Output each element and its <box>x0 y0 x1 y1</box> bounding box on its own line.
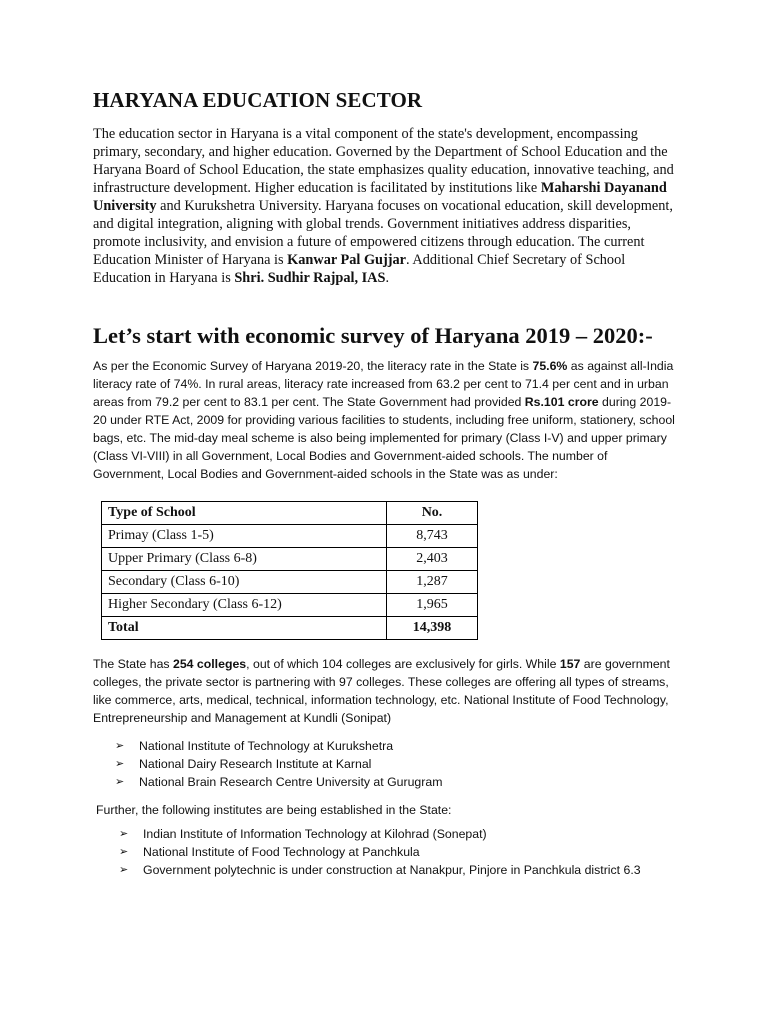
table-header-type: Type of School <box>102 502 387 525</box>
intro-text: and Kurukshetra University. Haryana focuses on vocational education, skill development, and digital integration, aligning with global trends. Government initiatives address disparities, promote inclusivity, and envision a future of empowered citizens through education. The current Education Minister of Haryana is <box>93 198 673 268</box>
list-item <box>115 737 678 755</box>
list-item-text: National Institute of Food Technology at Panchkula <box>143 845 420 859</box>
list-item-text: Indian Institute of Information Technology at Kilohrad (Sonepat) <box>143 827 487 841</box>
table-cell-count: 1,965 <box>387 594 478 617</box>
list-item-text: National Brain Research Centre University at Gurugram <box>139 775 443 789</box>
intro-text: . Additional Chief Secretary of School Education in Haryana is <box>93 252 626 286</box>
arrow-bullet-icon: ➢ <box>119 846 129 858</box>
survey-text: As per the Economic Survey of Haryana 2019-20, the literacy rate in the State is <box>93 359 533 373</box>
table-total-row <box>102 617 478 640</box>
page-title: HARYANA EDUCATION SECTOR <box>93 88 423 112</box>
list-item-text: Government polytechnic is under construction at Nanakpur, Pinjore in Panchkula district 6.3 <box>143 863 641 877</box>
table-header-row <box>102 502 478 525</box>
table-total-count: 14,398 <box>387 617 478 640</box>
table-cell-count: 8,743 <box>387 525 478 548</box>
list-item <box>119 861 678 879</box>
survey-text: as against all-India literacy rate of 74%. In rural areas, literacy rate increased from 63.2 per cent to 71.4 per cent and in urban areas from 79.2 per cent to 83.1 per cent. The State Government had provided <box>93 359 674 409</box>
colleges-text: are government colleges, the private sector is partnering with 97 colleges. These colleges are offering all types of streams, like commerce, arts, medical, technical, information technology, etc. National Institute of Food Technology, Entrepreneurship and Management at Kundli (Sonipat) <box>93 657 670 725</box>
colleges-bold-count: 254 colleges <box>172 657 247 671</box>
list-item <box>115 755 678 773</box>
table-row <box>102 525 478 548</box>
arrow-bullet-icon: ➢ <box>115 776 125 788</box>
intro-text: The education sector in Haryana is a vital component of the state's development, encompassing primary, secondary, and higher education. Governed by the Department of School Education and the Haryana Board of School Education, the state emphasizes quality education, innovative teaching, and infrastructure development. Higher education is facilitated by institutions like <box>93 126 674 196</box>
colleges-paragraph <box>93 655 678 727</box>
intro-bold-secretary: Shri. Sudhir Rajpal, IAS <box>234 270 386 286</box>
survey-text: during 2019-20 under RTE Act, 2009 for providing various facilities to students, including free uniform, stationery, school bags, etc. The mid-day meal scheme is also being implemented for primary (Class I-V) and upper primary (Class VI-VIII) in all Government, Local Bodies and Government-aided schools. The number of Government, Local Bodies and Government-aided schools in the State was as under: <box>93 395 675 481</box>
table-row <box>102 548 478 571</box>
document-page <box>93 88 678 879</box>
colleges-text: The State has <box>93 657 173 671</box>
table-cell-type: Higher Secondary (Class 6-12) <box>102 594 387 617</box>
institutes-list <box>93 737 678 791</box>
list-item-text: National Dairy Research Institute at Karnal <box>139 757 372 771</box>
list-item <box>119 825 678 843</box>
arrow-bullet-icon: ➢ <box>115 740 125 752</box>
table-row <box>102 571 478 594</box>
table-cell-type: Secondary (Class 6-10) <box>102 571 387 594</box>
arrow-bullet-icon: ➢ <box>115 758 125 770</box>
table-row <box>102 594 478 617</box>
list-item-text: National Institute of Technology at Kurukshetra <box>139 739 394 753</box>
upcoming-institutes-list <box>93 825 678 879</box>
colleges-text: , out of which 104 colleges are exclusively for girls. While <box>246 657 560 671</box>
intro-bold-minister: Kanwar Pal Gujjar <box>287 252 407 268</box>
intro-paragraph <box>93 125 678 287</box>
table-cell-count: 1,287 <box>387 571 478 594</box>
list-item <box>115 773 678 791</box>
schools-table <box>101 501 478 640</box>
arrow-bullet-icon: ➢ <box>119 864 129 876</box>
survey-heading: Let’s start with economic survey of Haryana 2019 – 2020:- <box>93 323 653 348</box>
table-cell-type: Upper Primary (Class 6-8) <box>102 548 387 571</box>
further-paragraph: Further, the following institutes are being established in the State: <box>96 803 452 817</box>
survey-bold-literacy: 75.6% <box>532 359 568 373</box>
intro-bold-university: Maharshi Dayanand University <box>93 180 667 214</box>
arrow-bullet-icon: ➢ <box>119 828 129 840</box>
survey-bold-amount: Rs.101 crore <box>524 395 599 409</box>
colleges-bold-government: 157 <box>559 657 581 671</box>
table-cell-count: 2,403 <box>387 548 478 571</box>
survey-paragraph <box>93 357 678 483</box>
table-header-count: No. <box>387 502 478 525</box>
intro-text: . <box>385 270 390 286</box>
table-total-label: Total <box>102 617 387 640</box>
table-cell-type: Primay (Class 1-5) <box>102 525 387 548</box>
list-item <box>119 843 678 861</box>
